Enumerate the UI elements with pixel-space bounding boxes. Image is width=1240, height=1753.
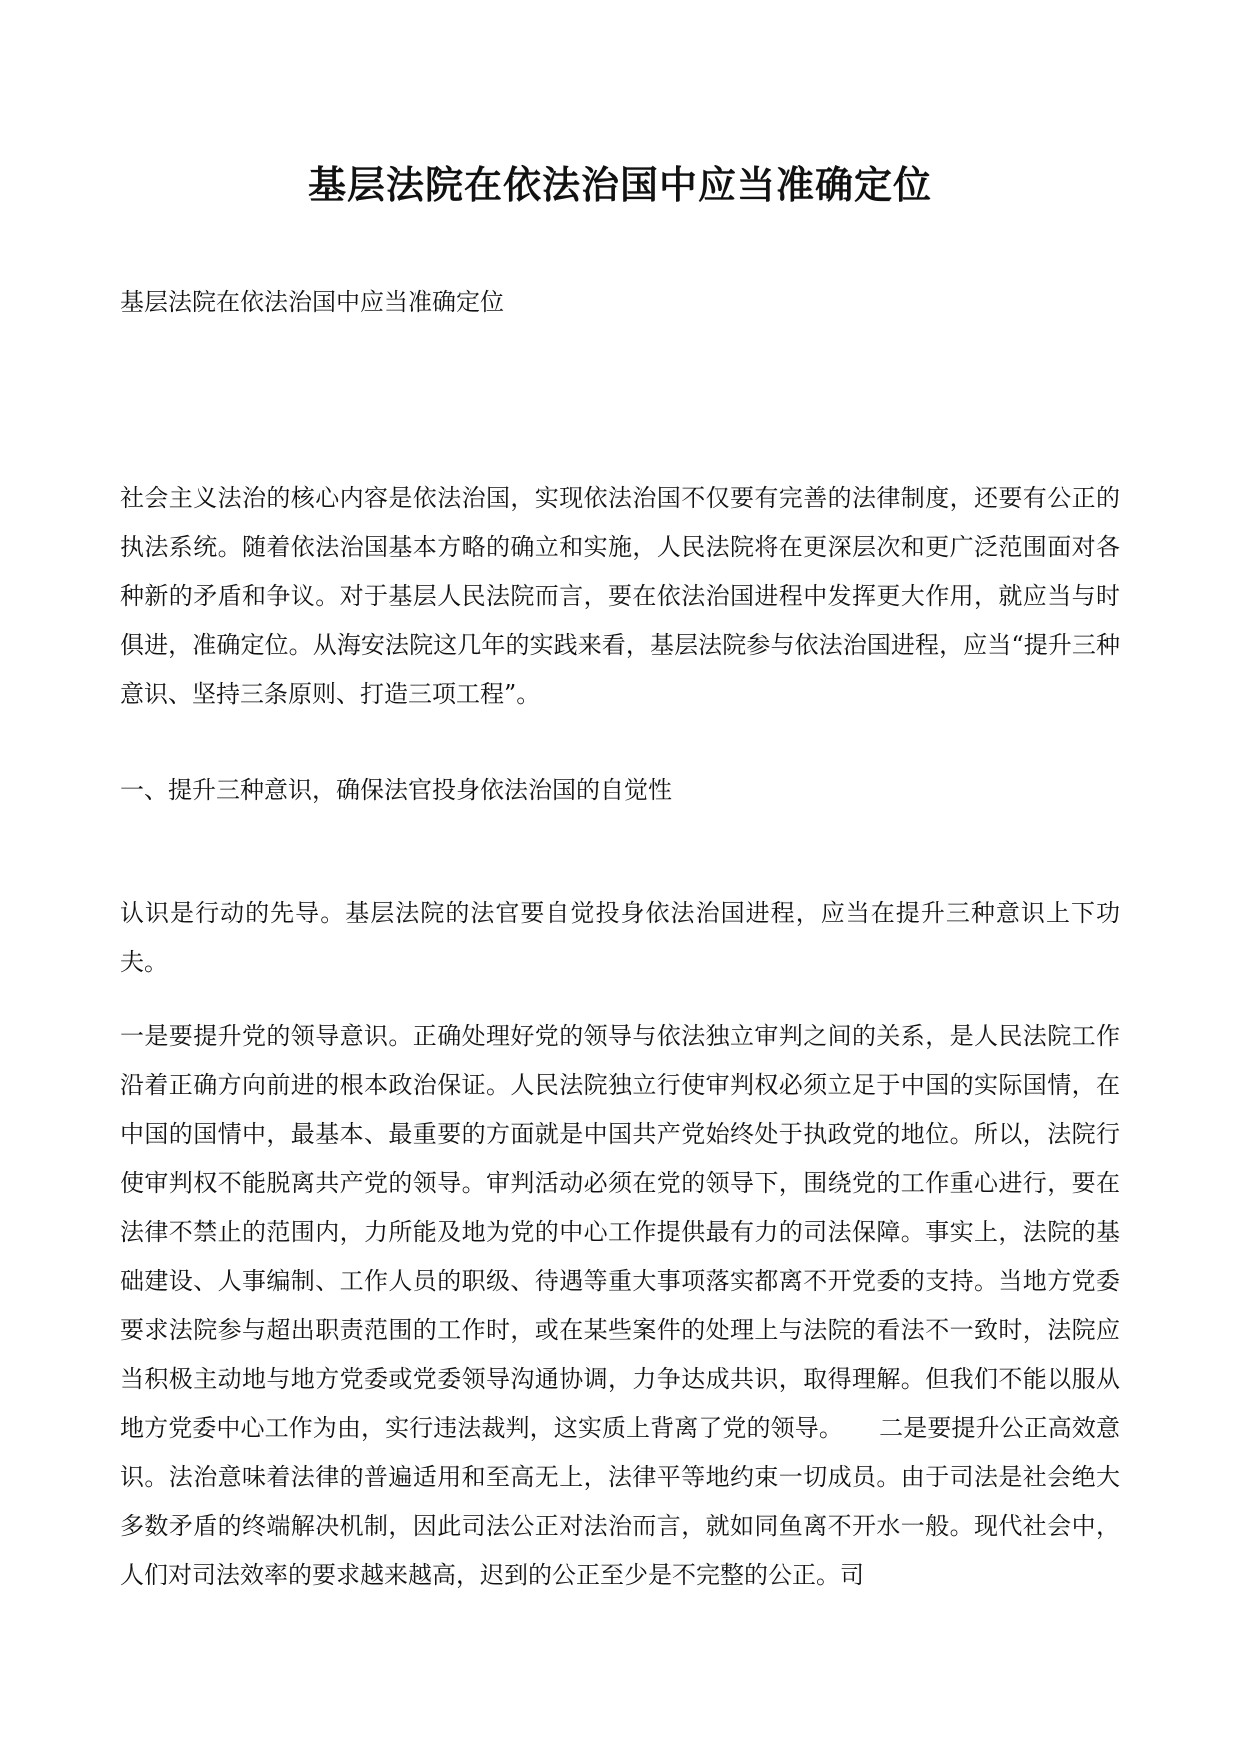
section-lead-paragraph: 认识是行动的先导。基层法院的法官要自觉投身依法治国进程，应当在提升三种意识上下功夫。: [120, 899, 1120, 976]
section-heading: 一、提升三种意识，确保法官投身依法治国的自觉性: [120, 776, 672, 804]
document-subtitle: 基层法院在依法治国中应当准确定位: [120, 288, 504, 316]
document-title: 基层法院在依法治国中应当准确定位: [307, 162, 932, 207]
section-body-paragraph: 一是要提升党的领导意识。正确处理好党的领导与依法独立审判之间的关系，是人民法院工作沿着正确方向前进的根本政治保证。人民法院独立行使审判权必须立足于中国的实际国情，在中国的国情中，最基本、最重要的方面就是中国共产党始终处于执政党的地位。所以，法院行使审判权不能脱离共产党的领导。审判活动必须在党的领导下，围绕党的工作重心进行，要在法律不禁止的范围内，力所能及地为党的中心工作提供最有力的司法保障。事实上，法院的基础建设、人事编制、工作人员的职级、待遇等重大事项落实都离不开党委的支持。当地方党委要求法院参与超出职责范围的工作时，或在某些案件的处理上与法院的看法不一致时，法院应当积极主动地与地方党委或党委领导沟通协调，力争达成共识，取得理解。但我们不能以服从地方党委中心工作为由，实行违法裁判，这实质上背离了党的领导。 二是要提升公正高效意识。法治意味着法律的普遍适用和至高无上，法律平等地约束一切成员。由于司法是社会绝大多数矛盾的终端解决机制，因此司法公正对法治而言，就如同鱼离不开水一般。现代社会中，人们对司法效率的要求越来越高，迟到的公正至少是不完整的公正。司: [120, 1022, 1120, 1589]
intro-paragraph: 社会主义法治的核心内容是依法治国，实现依法治国不仅要有完善的法律制度，还要有公正的执法系统。随着依法治国基本方略的确立和实施，人民法院将在更深层次和更广泛范围面对各种新的矛盾和争议。对于基层人民法院而言，要在依法治国进程中发挥更大作用，就应当与时俱进，准确定位。从海安法院这几年的实践来看，基层法院参与依法治国进程，应当“提升三种意识、坚持三条原则、打造三项工程”。: [120, 484, 1120, 708]
